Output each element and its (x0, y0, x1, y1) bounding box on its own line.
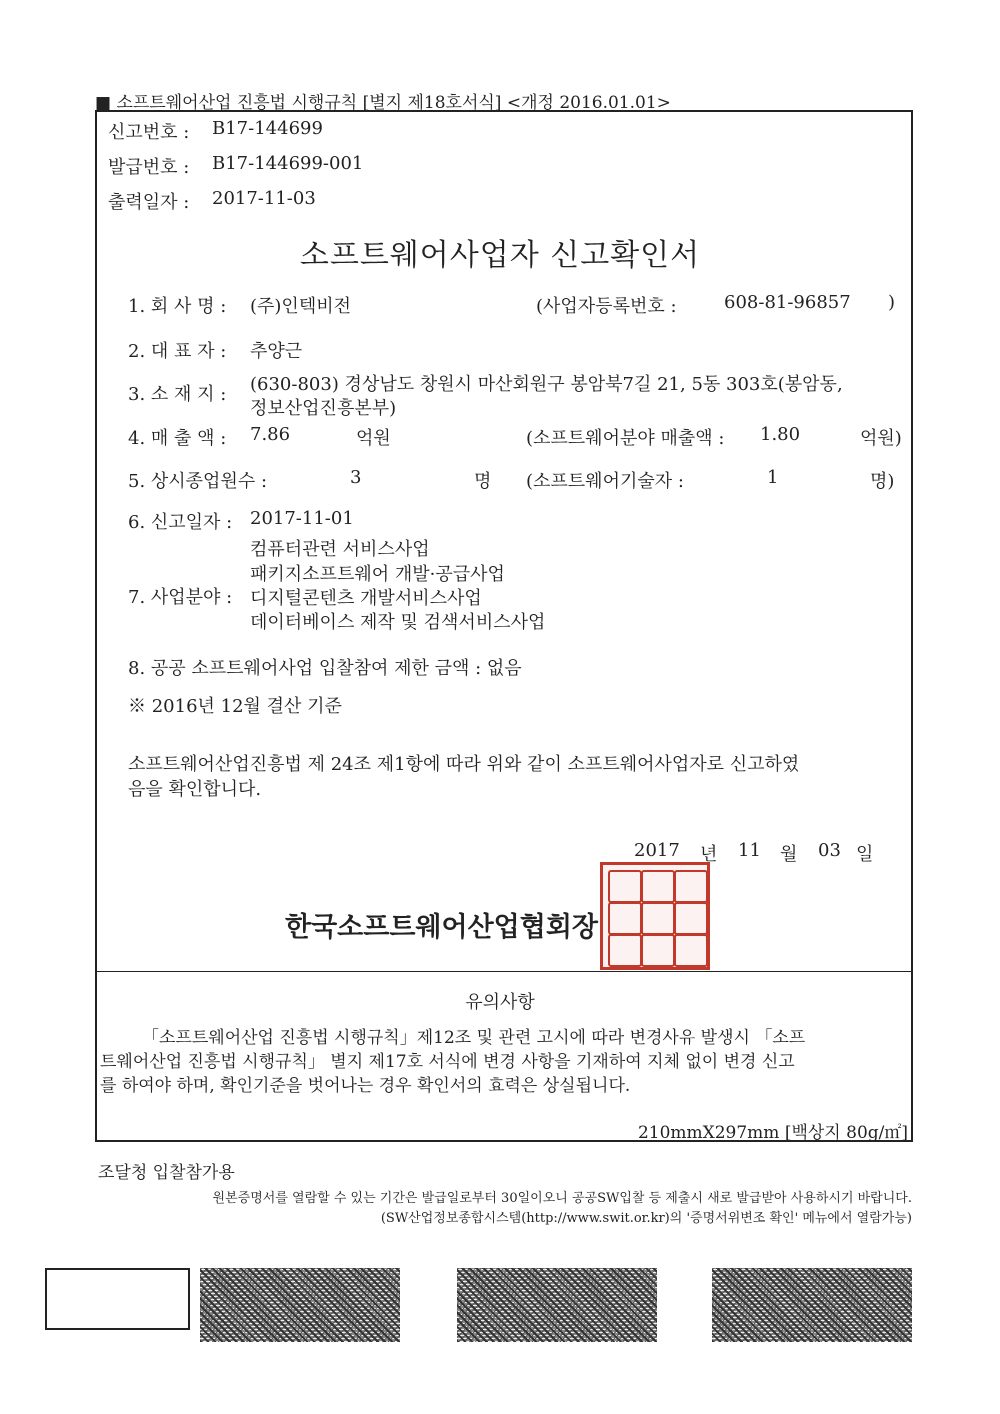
document-title: 소프트웨어사업자 신고확인서 (299, 238, 701, 273)
biz-field-item: 디지털콘텐츠 개발서비스사업 (250, 588, 482, 609)
issue-no-label: 발급번호 : (108, 157, 190, 178)
sw-tech-label: (소프트웨어기술자 : (526, 471, 684, 492)
sales-value: 7.86 (250, 424, 291, 445)
notice-divider (95, 971, 913, 972)
biz-reg-label: (사업자등록번호 : (536, 296, 677, 317)
sw-tech-value: 1 (767, 467, 779, 488)
ceo-label: 2. 대 표 자 : (128, 341, 227, 362)
sales-label: 4. 매 출 액 : (128, 428, 227, 449)
employees-label: 5. 상시종업원수 : (128, 471, 268, 492)
confirm-text-line2: 음을 확인합니다. (128, 779, 262, 800)
2d-barcode (712, 1268, 912, 1342)
biz-field-item: 데이터베이스 제작 및 검색서비스사업 (250, 612, 546, 633)
address-line2: 정보산업진흥본부) (250, 398, 397, 419)
biz-field-item: 컴퓨터관련 서비스사업 (250, 539, 430, 560)
notice-line1: 「소프트웨어산업 진흥법 시행규칙」제12조 및 관련 고시에 따라 변경사유 발생시 「소프 (142, 1028, 806, 1048)
blank-stub-box (45, 1268, 190, 1330)
notice-line2: 트웨어산업 진흥법 시행규칙」 별지 제17호 서식에 변경 사항을 기재하여 지체 없이 변경 신고 (100, 1052, 795, 1072)
company-name: (주)인텍비전 (250, 296, 351, 317)
date-year: 2017 (634, 840, 680, 861)
date-year-unit: 년 (700, 844, 718, 865)
biz-reg-close: ) (888, 292, 896, 313)
report-date: 2017-11-01 (250, 508, 354, 529)
paper-spec: 210mmX297mm [백상지 80g/㎡] (637, 1123, 908, 1143)
date-month: 11 (738, 840, 761, 861)
issuer-name: 한국소프트웨어산업협회장 (285, 912, 598, 943)
validity-note: 원본증명서를 열람할 수 있는 기간은 발급일로부터 30일이오니 공공SW입찰 등 제출시 새로 발급받아 사용하시기 바랍니다. (212, 1191, 912, 1206)
report-no: B17-144699 (212, 118, 323, 139)
form-reference: ■ 소프트웨어산업 진흥법 시행규칙 [별지 제18호서식] <개정 2016.01.01> (95, 93, 671, 113)
date-month-unit: 월 (780, 844, 798, 865)
purpose: 조달청 입찰참가용 (98, 1163, 235, 1183)
address-line1: (630-803) 경상남도 창원시 마산회원구 봉암북7길 21, 5동 303호(봉암동, (250, 374, 843, 395)
biz-field-label: 7. 사업분야 : (128, 587, 233, 608)
sw-tech-unit: 명) (870, 471, 895, 492)
sw-sales-value: 1.80 (760, 424, 801, 445)
print-date-label: 출력일자 : (108, 192, 190, 213)
notice-title: 유의사항 (465, 992, 535, 1013)
issue-no: B17-144699-001 (212, 153, 364, 174)
date-day: 03 (818, 840, 841, 861)
company-label: 1. 회 사 명 : (128, 296, 227, 317)
report-no-label: 신고번호 : (108, 122, 190, 143)
employees-value: 3 (350, 467, 362, 488)
basis-note: ※ 2016년 12월 결산 기준 (128, 696, 342, 717)
bid-limit: 8. 공공 소프트웨어사업 입찰참여 제한 금액 : 없음 (128, 658, 522, 679)
employees-unit: 명 (474, 471, 492, 492)
biz-field-item: 패키지소프트웨어 개발·공급사업 (250, 564, 505, 585)
biz-reg-no: 608-81-96857 (724, 292, 851, 313)
notice-line3: 를 하여야 하며, 확인기준을 벗어나는 경우 확인서의 효력은 상실됩니다. (100, 1076, 631, 1096)
ceo-name: 추양근 (250, 341, 303, 362)
sw-sales-unit: 억원) (860, 428, 902, 449)
date-day-unit: 일 (856, 844, 874, 865)
sw-sales-label: (소프트웨어분야 매출액 : (526, 428, 725, 449)
2d-barcode (457, 1268, 657, 1342)
2d-barcode (200, 1268, 400, 1342)
official-seal (600, 862, 710, 970)
print-date: 2017-11-03 (212, 188, 316, 209)
sales-unit: 억원 (356, 428, 391, 449)
verify-note: (SW산업정보종합시스템(http://www.swit.or.kr)의 '증명서위변조 확인' 메뉴에서 열람가능) (380, 1211, 912, 1226)
report-date-label: 6. 신고일자 : (128, 512, 233, 533)
confirm-text-line1: 소프트웨어산업진흥법 제 24조 제1항에 따라 위와 같이 소프트웨어사업자로 신고하였 (128, 754, 800, 775)
address-label: 3. 소 재 지 : (128, 384, 227, 405)
